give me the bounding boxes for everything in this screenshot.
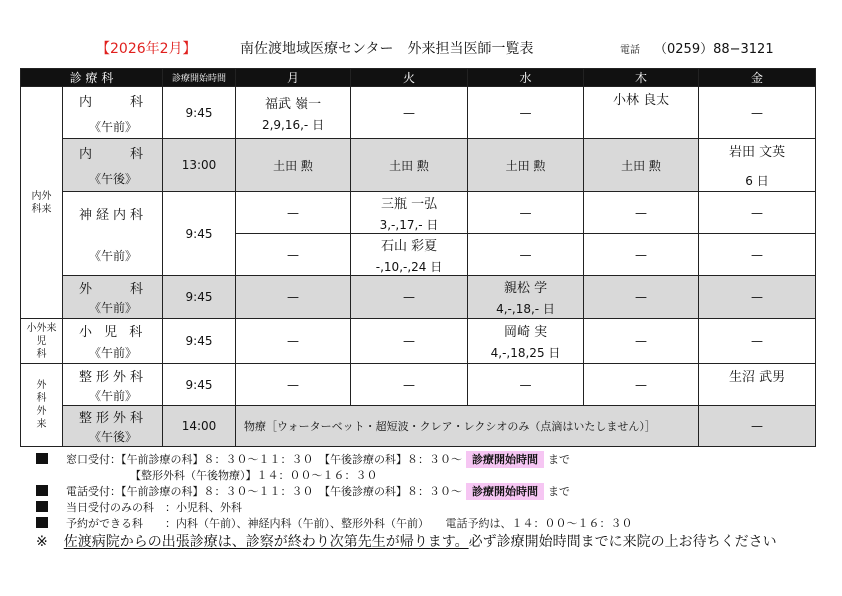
session: 《午前》 xyxy=(89,248,138,263)
doctor-cell: 土田 勲 xyxy=(584,139,699,192)
table-row xyxy=(21,276,816,319)
therapy-cell: 物療［ウォーターベット・超短波・クレア・レクシオのみ（点滴はいたしません）］ xyxy=(236,406,699,447)
note-text: 電話受付：【午前診療の科】８：３０〜１１：３０ 【午後診療の科】８：３０〜 xyxy=(66,485,462,498)
dash-cell: — xyxy=(699,276,816,319)
dash-cell: — xyxy=(584,319,699,364)
doctor-cell xyxy=(699,364,816,406)
note-counter-ortho: 【整形外科（午後物療）】１４：００〜１６：３０ xyxy=(130,469,378,482)
table-row xyxy=(21,364,816,406)
dash-cell: — xyxy=(699,192,816,234)
doctor-days: 4,-,18,- 日 xyxy=(496,302,555,316)
page-header xyxy=(0,38,842,58)
dept-name: 外 科 xyxy=(79,282,148,297)
doctor-days: 3,-,17,- 日 xyxy=(379,217,439,232)
doctor-cell xyxy=(351,234,468,276)
doctor-name: 小林 良太 xyxy=(612,93,670,108)
dash-cell: — xyxy=(699,319,816,364)
doctor-cell xyxy=(351,192,468,234)
dash-cell: — xyxy=(468,234,584,276)
header-mon: 月 xyxy=(236,69,351,87)
group-label: 外来 xyxy=(36,322,57,334)
header-tue: 火 xyxy=(351,69,468,87)
phone-number: （0259）88−3121 xyxy=(654,42,774,57)
group-surgery: 外 科 外 来 xyxy=(21,364,63,447)
note-counter xyxy=(36,452,777,468)
time-cell: 13:00 xyxy=(163,139,236,192)
table-row xyxy=(21,319,816,364)
session: 《午前》 xyxy=(89,119,138,134)
time-cell: 9:45 xyxy=(163,364,236,406)
note-text: 予約ができる科 ：内科（午前）、神経内科（午前）、整形外科（午前） 電話予約は、１４：００〜１６：３０ xyxy=(66,517,633,530)
doctor-name: 福武 嶺一 xyxy=(264,96,322,112)
dash-cell: — xyxy=(468,87,584,139)
header-wed: 水 xyxy=(468,69,584,87)
table-row xyxy=(21,87,816,139)
note-text: まで xyxy=(548,485,570,498)
session: 《午後》 xyxy=(89,172,138,186)
dept-cell xyxy=(63,192,163,276)
schedule-table xyxy=(20,68,816,447)
doctor-cell: 土田 勲 xyxy=(236,139,351,192)
doctor-cell xyxy=(236,87,351,139)
doctor-name: 岩田 文英 xyxy=(728,145,786,160)
dept-name: 整形外科 xyxy=(79,369,148,385)
dash-cell: — xyxy=(236,364,351,406)
doctor-cell xyxy=(699,139,816,192)
doctor-name: 生沼 武男 xyxy=(728,370,786,385)
dash-cell: — xyxy=(699,234,816,276)
dash-cell: — xyxy=(468,192,584,234)
doctor-cell xyxy=(468,276,584,319)
doctor-days: -,10,-,24 日 xyxy=(375,259,443,274)
session: 《午前》 xyxy=(89,301,138,315)
dash-cell: — xyxy=(584,234,699,276)
group-pediatric xyxy=(21,319,63,364)
note-text: まで xyxy=(548,453,570,466)
dept-name: 内 科 xyxy=(79,94,148,110)
dash-cell: — xyxy=(584,192,699,234)
dash-cell: — xyxy=(236,276,351,319)
page-title: 南佐渡地域医療センター 外来担当医師一覧表 xyxy=(240,41,534,57)
note-reservation xyxy=(36,516,777,532)
group-label: 小 xyxy=(26,322,37,334)
bullet-icon xyxy=(36,453,48,464)
dash-cell: — xyxy=(699,406,816,447)
time-cell: 9:45 xyxy=(163,87,236,139)
bullet-icon xyxy=(36,517,48,528)
dept-cell xyxy=(63,87,163,139)
dept-cell xyxy=(63,406,163,447)
highlight-label: 診療開始時間 xyxy=(466,483,544,500)
dash-cell: — xyxy=(236,192,351,234)
dept-name: 内 科 xyxy=(79,147,148,162)
session: 《午前》 xyxy=(89,346,138,360)
header-time: 診療開始時間 xyxy=(163,69,236,87)
highlight-label: 診療開始時間 xyxy=(466,451,544,468)
header-dept: 診 療 科 xyxy=(21,69,163,87)
doctor-cell: 土田 勲 xyxy=(351,139,468,192)
session: 《午前》 xyxy=(89,388,138,403)
note-text: 窓口受付：【午前診療の科】８：３０〜１１：３０ 【午後診療の科】８：３０〜 xyxy=(66,453,462,466)
group-internal: 内外 科来 xyxy=(21,87,63,319)
note-text: 当日受付のみの科 ：小児科、外科 xyxy=(66,501,242,514)
session: 《午後》 xyxy=(89,430,138,444)
doctor-days: 6 日 xyxy=(745,174,769,188)
time-cell: 9:45 xyxy=(163,276,236,319)
group-label: 科 xyxy=(36,348,47,360)
time-cell: 9:45 xyxy=(163,192,236,276)
reference-mark: ※ xyxy=(36,534,48,550)
time-cell: 14:00 xyxy=(163,406,236,447)
dept-cell xyxy=(63,319,163,364)
notes xyxy=(36,452,777,550)
note-sameday xyxy=(36,500,777,516)
dash-cell: — xyxy=(351,276,468,319)
doctor-name: 石山 彩夏 xyxy=(380,238,438,254)
dash-cell: — xyxy=(584,276,699,319)
group-label: 児 xyxy=(36,335,47,347)
dash-cell: — xyxy=(236,319,351,364)
dept-name: 小 児 科 xyxy=(79,325,147,340)
note-phone xyxy=(36,484,777,500)
dash-cell: — xyxy=(468,364,584,406)
table-row xyxy=(21,192,816,234)
doctor-name: 親松 学 xyxy=(503,281,548,296)
header-fri: 金 xyxy=(699,69,816,87)
table-row xyxy=(21,139,816,192)
dash-cell: — xyxy=(699,87,816,139)
dash-cell: — xyxy=(351,87,468,139)
phone xyxy=(620,38,774,57)
doctor-days: 2,9,16,- 日 xyxy=(261,117,325,132)
time-cell: 9:45 xyxy=(163,319,236,364)
doctor-name: 岡崎 実 xyxy=(503,325,548,340)
dept-name: 神経内科 xyxy=(79,207,148,223)
bullet-icon xyxy=(36,485,48,496)
table-header xyxy=(21,69,816,87)
doctor-name: 三瓶 一弘 xyxy=(380,196,438,212)
dash-cell: — xyxy=(584,364,699,406)
dept-cell xyxy=(63,276,163,319)
dash-cell: — xyxy=(351,364,468,406)
dept-cell xyxy=(63,139,163,192)
header-thu: 木 xyxy=(584,69,699,87)
bullet-icon xyxy=(36,501,48,512)
doctor-cell: 土田 勲 xyxy=(468,139,584,192)
phone-label: 電話 xyxy=(620,45,640,56)
note-text: 必ず診療開始時間までに来院の上お待ちください xyxy=(468,534,777,550)
note-warning xyxy=(36,534,777,550)
note-underlined: 佐渡病院からの出張診療は、診察が終わり次第先生が帰ります。 xyxy=(63,534,469,550)
dept-cell xyxy=(63,364,163,406)
dept-name: 整形外科 xyxy=(79,411,148,426)
doctor-cell xyxy=(468,319,584,364)
dash-cell: — xyxy=(236,234,351,276)
doctor-cell xyxy=(584,87,699,139)
month-label: 【2026年2月】 xyxy=(96,41,197,57)
doctor-days: 4,-,18,25 日 xyxy=(490,346,561,360)
dash-cell: — xyxy=(351,319,468,364)
table-row xyxy=(21,406,816,447)
